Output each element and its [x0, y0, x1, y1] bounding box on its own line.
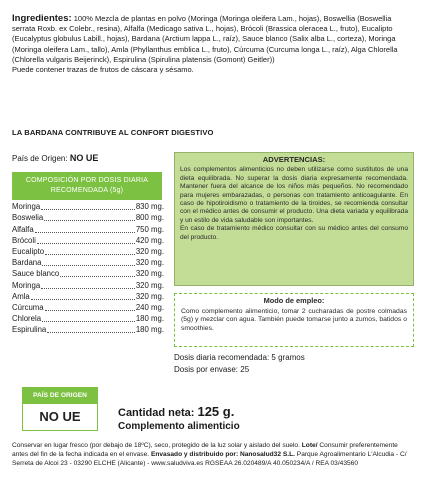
dotted-leader: [60, 275, 135, 277]
footer-legal: [12, 441, 412, 469]
dotted-leader: [37, 242, 135, 244]
ingredient-qty: 240 mg.: [135, 302, 164, 312]
ingredient-qty: 830 mg.: [135, 202, 164, 212]
composition-row: [12, 246, 164, 257]
composition-row: [12, 223, 164, 234]
dotted-leader: [41, 208, 135, 210]
distributor-label: Envasado y distribuido por: Nanosalud32 S.L.: [150, 451, 295, 459]
ingredient-qty: 800 mg.: [135, 213, 164, 223]
composition-row: [12, 268, 164, 279]
ingredient-name: Amla: [12, 291, 30, 301]
ingredient-qty: 750 mg.: [135, 224, 164, 234]
daily-dose-value: 5 gramos: [271, 353, 305, 362]
product-type: Complemento alimenticio: [118, 421, 240, 432]
net-quantity-label: Cantidad neta:: [118, 407, 195, 419]
ingredient-name: Cúrcuma: [12, 302, 44, 312]
ingredient-qty: 320 mg.: [135, 258, 164, 268]
best-before-text: Consumir preferentemente antes del fin de la fecha indicada en el envase.: [12, 442, 398, 459]
dotted-leader: [35, 231, 135, 233]
composition-row: [12, 279, 164, 290]
origin-line-label: País de Origen:: [12, 154, 68, 163]
dotted-leader: [47, 331, 135, 333]
ingredient-name: Brócoli: [12, 235, 36, 245]
dotted-leader: [45, 309, 135, 311]
composition-row: [12, 324, 164, 335]
doses-block: [174, 352, 305, 376]
health-claim: LA BARDANA CONTRIBUYE AL CONFORT DIGESTIVO: [12, 128, 214, 137]
warnings-box: [174, 152, 414, 286]
warnings-text: Los complementos alimenticios no deben utilizarse como sustitutos de una dieta equilibrada. No superar la dosis diaria expresamente recomendada. Mantener fuera del alcance de los niños más pequeños. No recomendado para mujeres embarazadas, o personas con tratamiento anticoagulante. En caso de hipotiroidismo o tratamiento de la tiroides, se recomienda consultar con el médico antes de consumir el producto. Una dieta variada y equilibrada y un estilo de vida saludable son importantes.: [180, 166, 408, 224]
warnings-title: ADVERTENCIAS:: [262, 155, 326, 164]
ingredient-name: Boswelia: [12, 213, 44, 223]
ingredient-qty: 420 mg.: [135, 235, 164, 245]
ingredient-qty: 320 mg.: [135, 269, 164, 279]
dotted-leader: [41, 287, 135, 289]
dotted-leader: [44, 219, 135, 221]
ingredient-name: Espirulina: [12, 325, 47, 335]
storage-text: Conservar en lugar fresco (por debajo de 18ºC), seco, protegido de la luz solar y aislado del suelo.: [12, 442, 300, 449]
ingredients-label: Ingredientes:: [12, 13, 72, 24]
ingredient-qty: 180 mg.: [135, 325, 164, 335]
ingredient-qty: 320 mg.: [135, 246, 164, 256]
ingredients-text: 100% Mezcla de plantas en polvo (Moringa (Moringa oleifera Lam., hojas), Boswellia (Boswellia serrata Roxb. ex Colebr., resina), Alfalfa (Medicago sativa L., hojas), Brócoli (Brassica oleracea L., fruto), Eucalipto (Eucalyptus globulus Labill., hojas), Bardana (Arctium lappa L., raíz), Sauce blanco (Salix alba L., corteza), Moringa (Moringa oleifera Lam., tallo), Amla (Phyllanthus emblica L., fruto), Cúrcuma (Curcuma longa L., raíz), Alga Chlorella (Chlorella vulgaris Beijerinck), Espirulina (Spirulina platensis (Gomont) Geitler)): [12, 14, 398, 64]
composition-row: [12, 212, 164, 223]
usage-box: [174, 293, 414, 347]
allergen-notice: Puede contener trazas de frutos de cáscara y sésamo.: [12, 65, 194, 75]
composition-row: [12, 257, 164, 268]
origin-badge: [22, 387, 98, 431]
doses-per-pack-value: 25: [240, 365, 250, 374]
usage-title: Modo de empleo:: [263, 296, 325, 305]
ingredient-name: Sauce blanco: [12, 269, 60, 279]
composition-list: [12, 201, 164, 335]
dotted-leader: [31, 298, 135, 300]
composition-row: [12, 235, 164, 246]
net-quantity: [118, 404, 234, 419]
ingredient-name: Chlorela: [12, 314, 42, 324]
ingredient-name: Bardana: [12, 258, 42, 268]
origin-badge-value: NO UE: [39, 409, 81, 424]
composition-row: [12, 201, 164, 212]
composition-row: [12, 291, 164, 302]
ingredient-qty: 320 mg.: [135, 291, 164, 301]
origin-line: [12, 153, 98, 163]
ingredient-name: Moringa: [12, 280, 41, 290]
composition-header: COMPOSICIÓN POR DOSIS DIARIA RECOMENDADA (5g): [12, 172, 162, 200]
warnings-text-medical: En caso de tratamiento médico consultar con su médico antes del consumo del producto.: [180, 225, 408, 241]
doses-per-pack: [174, 364, 305, 376]
net-quantity-value: 125 g.: [197, 404, 235, 419]
ingredient-name: Eucalipto: [12, 246, 45, 256]
ingredient-name: Alfalfa: [12, 224, 34, 234]
usage-text: Como complemento alimenticio, tomar 2 cucharadas de postre colmadas (5g) y mezclar con agua. También puede tomarse junto a zumos, batidos o smoothies.: [181, 307, 407, 332]
daily-dose-label: Dosis diaria recomendada:: [174, 353, 270, 362]
origin-badge-label: PAÍS DE ORIGEN: [23, 388, 97, 404]
lot-label: Lote/: [301, 442, 318, 449]
ingredient-name: Moringa: [12, 202, 41, 212]
doses-per-pack-label: Dosis por envase:: [174, 365, 239, 374]
ingredient-qty: 320 mg.: [135, 280, 164, 290]
daily-dose: [174, 352, 305, 364]
composition-row: [12, 313, 164, 324]
origin-line-value: NO UE: [69, 153, 99, 163]
dotted-leader: [45, 253, 135, 255]
ingredients-block: [12, 14, 412, 75]
dotted-leader: [42, 264, 134, 266]
address-text: Parque Agroalimentario L'Alcudia - C/ Serreta de Alcoi 23 - 03290 ELCHE (Alicante) - www.saludviva.es RGSEAA 26.020489/A 40.050234/A / REA 03/43560: [12, 451, 407, 468]
ingredient-qty: 180 mg.: [135, 314, 164, 324]
dotted-leader: [42, 320, 135, 322]
composition-row: [12, 302, 164, 313]
